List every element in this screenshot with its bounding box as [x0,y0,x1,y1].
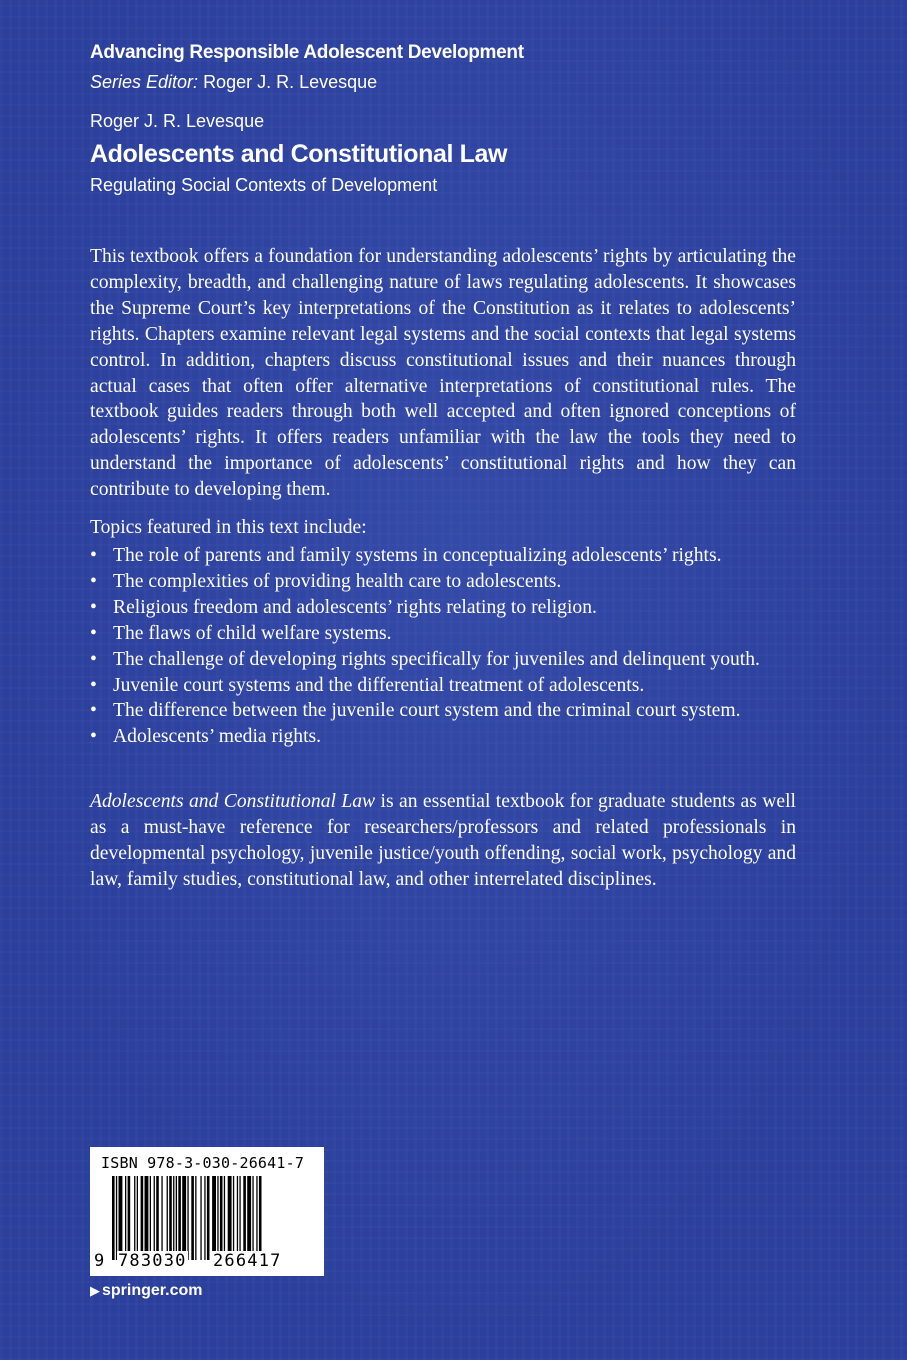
topic-text: The challenge of developing rights specifically for juveniles and delinquent youth. [113,648,760,670]
list-item [90,543,790,569]
barcode-bar [200,1176,201,1260]
barcode-bar [224,1176,225,1260]
bullet: • [90,570,97,592]
barcode-bar [220,1176,223,1260]
barcode-bar [134,1176,135,1260]
topic-text: The role of parents and family systems in conceptualizing adolescents’ rights. [113,545,722,566]
barcode-bar [145,1176,149,1260]
closing-text: is an essential textbook for graduate students as well as a must-have reference for researchers/professors and related professionals in developmental psychology, juvenile justice/youth offending, social work, psychology and law, family studies, constitutional law, and other interrelated disciplines. [90,791,797,890]
barcode-bar [112,1176,115,1260]
barcode-bar [176,1176,177,1260]
book-subtitle: Regulating Social Contexts of Development [90,175,438,195]
list-item [90,621,790,647]
barcode-bar [233,1176,234,1260]
list-item [90,698,790,724]
barcode-bar [247,1176,251,1260]
barcode-bar [217,1176,218,1260]
barcode-bar [252,1176,253,1260]
description-text: This textbook offers a foundation for understanding adolescents’ rights by articulating the complexity, breadth, and challenging nature of laws regulating adolescents. It showcases the Supreme Court’s key interpretations of the Constitution as it relates to adolescents’ rights. Chapters examine relevant legal systems and the social contexts that legal systems control. In addition, chapters discuss constitutional issues and their nuances through actual cases that often offer alternative interpretations of constitutional rules. The textbook guides readers through both well accepted and often ignored conceptions of adolescents’ rights. It offers readers unfamiliar with the law the tools they need to understand the importance of adolescents’ constitutional rights and how they can contribute to developing them. [90,246,796,501]
bullet: • [90,726,97,748]
topics-list [90,543,790,750]
book-author: Roger J. R. Levesque [90,111,265,131]
barcode-digit-first: 9 [94,1251,105,1271]
list-item [90,724,790,750]
series-editor-label: Series Editor: [90,72,199,92]
publisher-link[interactable] [90,1282,202,1300]
barcode-bar [228,1176,232,1260]
barcode-digits-left: 783030 [118,1251,187,1271]
topic-text: The difference between the juvenile court system and the criminal court system. [113,700,741,722]
barcode-bars [112,1176,304,1260]
barcode-bar [150,1176,151,1260]
barcode-bar [212,1176,216,1260]
arrow-icon: ▶ [90,1283,100,1298]
topic-text: The flaws of child welfare systems. [113,622,392,644]
barcode-bar [259,1176,262,1260]
barcode-bar [154,1176,155,1260]
barcode-bar [178,1176,181,1260]
bullet: • [90,700,97,722]
topic-text: The complexities of providing health care to adolescents. [113,570,562,592]
isbn-barcode [90,1147,324,1276]
barcode-bar [125,1176,126,1260]
book-title: Adolescents and Constitutional Law [90,140,507,168]
list-item [90,647,790,673]
closing-book-title: Adolescents and Constitutional Law [90,791,376,812]
topic-text: Adolescents’ media rights. [113,726,322,748]
barcode-bar [156,1176,159,1260]
description-paragraph [90,244,796,503]
barcode-bar [204,1176,205,1260]
barcode-bar [119,1176,123,1260]
topic-text: Juvenile court systems and the differential treatment of adolescents. [113,674,645,696]
topics-heading: Topics featured in this text include: [90,517,367,538]
closing-paragraph [90,789,796,893]
bullet: • [90,648,97,670]
barcode-bar [116,1176,117,1260]
bullet: • [90,674,97,696]
list-item [90,569,790,595]
barcode-bar [191,1176,194,1260]
barcode-bar [128,1176,131,1260]
barcode-bar [187,1176,188,1260]
barcode-bar [169,1176,172,1260]
barcode-bar [167,1176,168,1260]
barcode-bar [256,1176,257,1260]
barcode-bar [243,1176,246,1260]
publisher-url: springer.com [102,1282,203,1299]
list-item [90,673,790,699]
barcode-bar [173,1176,174,1260]
series-title: Advancing Responsible Adolescent Development [90,42,524,63]
list-item [90,595,790,621]
series-editor [90,72,377,93]
bullet: • [90,545,97,566]
barcode-bar [239,1176,240,1260]
barcode-bar [195,1176,196,1260]
barcode-bar [141,1176,144,1260]
barcode-bar [137,1176,138,1260]
barcode-bar [161,1176,162,1260]
bullet: • [90,596,97,618]
barcode-bar [182,1176,186,1260]
series-editor-name: Roger J. R. Levesque [203,72,378,92]
barcode-bar [237,1176,238,1260]
isbn-number: ISBN 978-3-030-26641-7 [101,1154,305,1172]
barcode-digits-right: 266417 [213,1251,282,1271]
barcode-digits [90,1251,324,1273]
bullet: • [90,622,97,644]
barcode-bar [207,1176,210,1260]
topic-text: Religious freedom and adolescents’ rights relating to religion. [113,596,597,618]
